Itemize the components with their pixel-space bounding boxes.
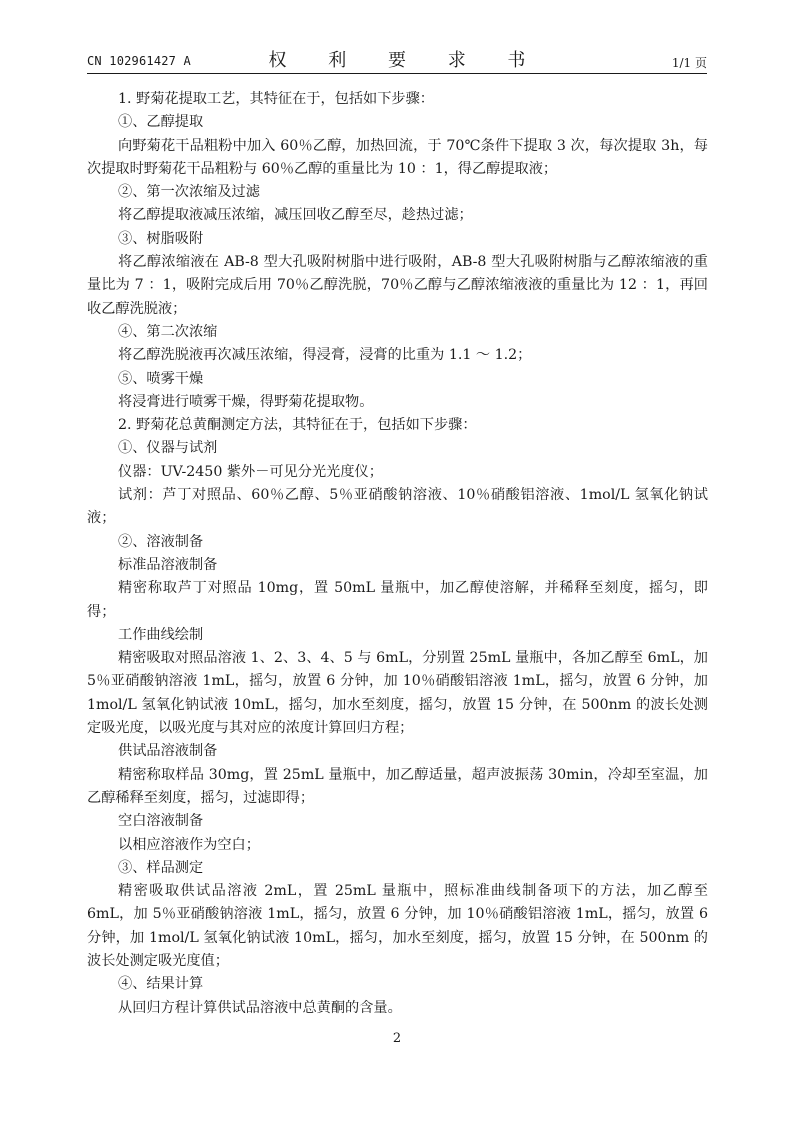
page-header [87, 44, 707, 72]
header-rule [87, 73, 707, 74]
claim-paragraph: 1. 野菊花提取工艺，其特征在于，包括如下步骤： [118, 91, 434, 107]
claim-paragraph: 空白溶液制备 [118, 813, 204, 830]
claim-paragraph: ③、树脂吸附 [118, 230, 204, 247]
claim-paragraph: 从回归方程计算供试品溶液中总黄酮的含量。 [118, 999, 402, 1016]
claim-paragraph: 供试品溶液制备 [118, 743, 218, 760]
claim-paragraph: 仪器：UV-2450 紫外－可见分光光度仪； [118, 463, 383, 480]
page-indicator: 1/1 页 [671, 56, 707, 70]
claim-paragraph: ⑤、喷雾干燥 [118, 370, 204, 387]
claim-paragraph: 工作曲线绘制 [118, 626, 204, 643]
claim-paragraph: 精密称取样品 30mg，置 25mL 量瓶中，加乙醇适量，超声波振荡 30min，冷却至室温，加乙醇稀释至刻度，摇匀，过滤即得； [87, 766, 708, 806]
page-title: 权 利 要 求 书 [268, 50, 544, 71]
claim-paragraph: 向野菊花干品粗粉中加入 60％乙醇，加热回流，于 70℃条件下提取 3 次，每次提取 3h，每次提取时野菊花干品粗粉与 60％乙醇的重量比为 10 ：1，得乙醇提取液； [87, 137, 708, 177]
claim-paragraph: 2. 野菊花总黄酮测定方法，其特征在于，包括如下步骤： [118, 417, 477, 434]
claim-paragraph: 将乙醇浓缩液在 AB-8 型大孔吸附树脂中进行吸附，AB-8 型大孔吸附树脂与乙醇浓缩液的重量比为 7 ：1，吸附完成后用 70％乙醇洗脱，70％乙醇与乙醇浓缩液液的重量比为 12 ：1，再回收乙醇洗脱液； [87, 254, 708, 317]
claim-paragraph: 将乙醇洗脱液再次减压浓缩，得浸膏，浸膏的比重为 1.1 ～ 1.2； [118, 347, 532, 364]
claim-paragraph: 精密称取芦丁对照品 10mg，置 50mL 量瓶中，加乙醇使溶解，并稀释至刻度，摇匀，即得； [87, 580, 708, 620]
claim-paragraph: 将乙醇提取液减压浓缩，减压回收乙醇至尽，趁热过滤； [118, 207, 473, 224]
claim-paragraph: ②、溶液制备 [118, 533, 204, 550]
claim-paragraph: 将浸膏进行喷雾干燥，得野菊花提取物。 [118, 393, 374, 410]
claim-paragraph: ①、乙醇提取 [118, 114, 204, 131]
claims-body [87, 88, 708, 1020]
claim-paragraph: 精密吸取供试品溶液 2mL，置 25mL 量瓶中，照标准曲线制备项下的方法，加乙醇至 6mL，加 5％亚硝酸钠溶液 1mL，摇匀，放置 6 分钟，加 10％硝酸铝溶液 1mL，摇匀，放置 6 分钟，加 1mol/L 氢氧化钠试液 10mL，摇匀，加水至刻度，摇匀，放置 15 分钟，在 500nm 的波长处测定吸光度值； [87, 883, 708, 969]
page-number: 2 [392, 1031, 402, 1046]
claim-paragraph: ④、第二次浓缩 [118, 323, 218, 340]
claim-paragraph: 以相应溶液作为空白； [118, 836, 260, 853]
claim-paragraph: 试剂：芦丁对照品、60％乙醇、5％亚硝酸钠溶液、10％硝酸铝溶液、1mol/L 氢氧化钠试液； [87, 487, 708, 527]
claim-paragraph: ④、结果计算 [118, 976, 204, 993]
claim-paragraph: ③、样品测定 [118, 859, 204, 876]
claim-paragraph: ①、仪器与试剂 [118, 440, 218, 457]
publication-number: CN 102961427 A [87, 54, 191, 68]
claim-paragraph: 精密吸取对照品溶液 1、2、3、4、5 与 6mL，分别置 25mL 量瓶中，各加乙醇至 6mL，加 5％亚硝酸钠溶液 1mL，摇匀，放置 6 分钟，加 10％硝酸铝溶液 1mL，摇匀，放置 6 分钟，加 1mol/L 氢氧化钠试液 10mL，摇匀，加水至刻度，摇匀，放置 15 分钟，在 500nm 的波长处测定吸光度，以吸光度与其对应的浓度计算回归方程； [87, 650, 708, 737]
claim-paragraph: ②、第一次浓缩及过滤 [118, 184, 260, 201]
claim-paragraph: 标准品溶液制备 [118, 556, 218, 573]
